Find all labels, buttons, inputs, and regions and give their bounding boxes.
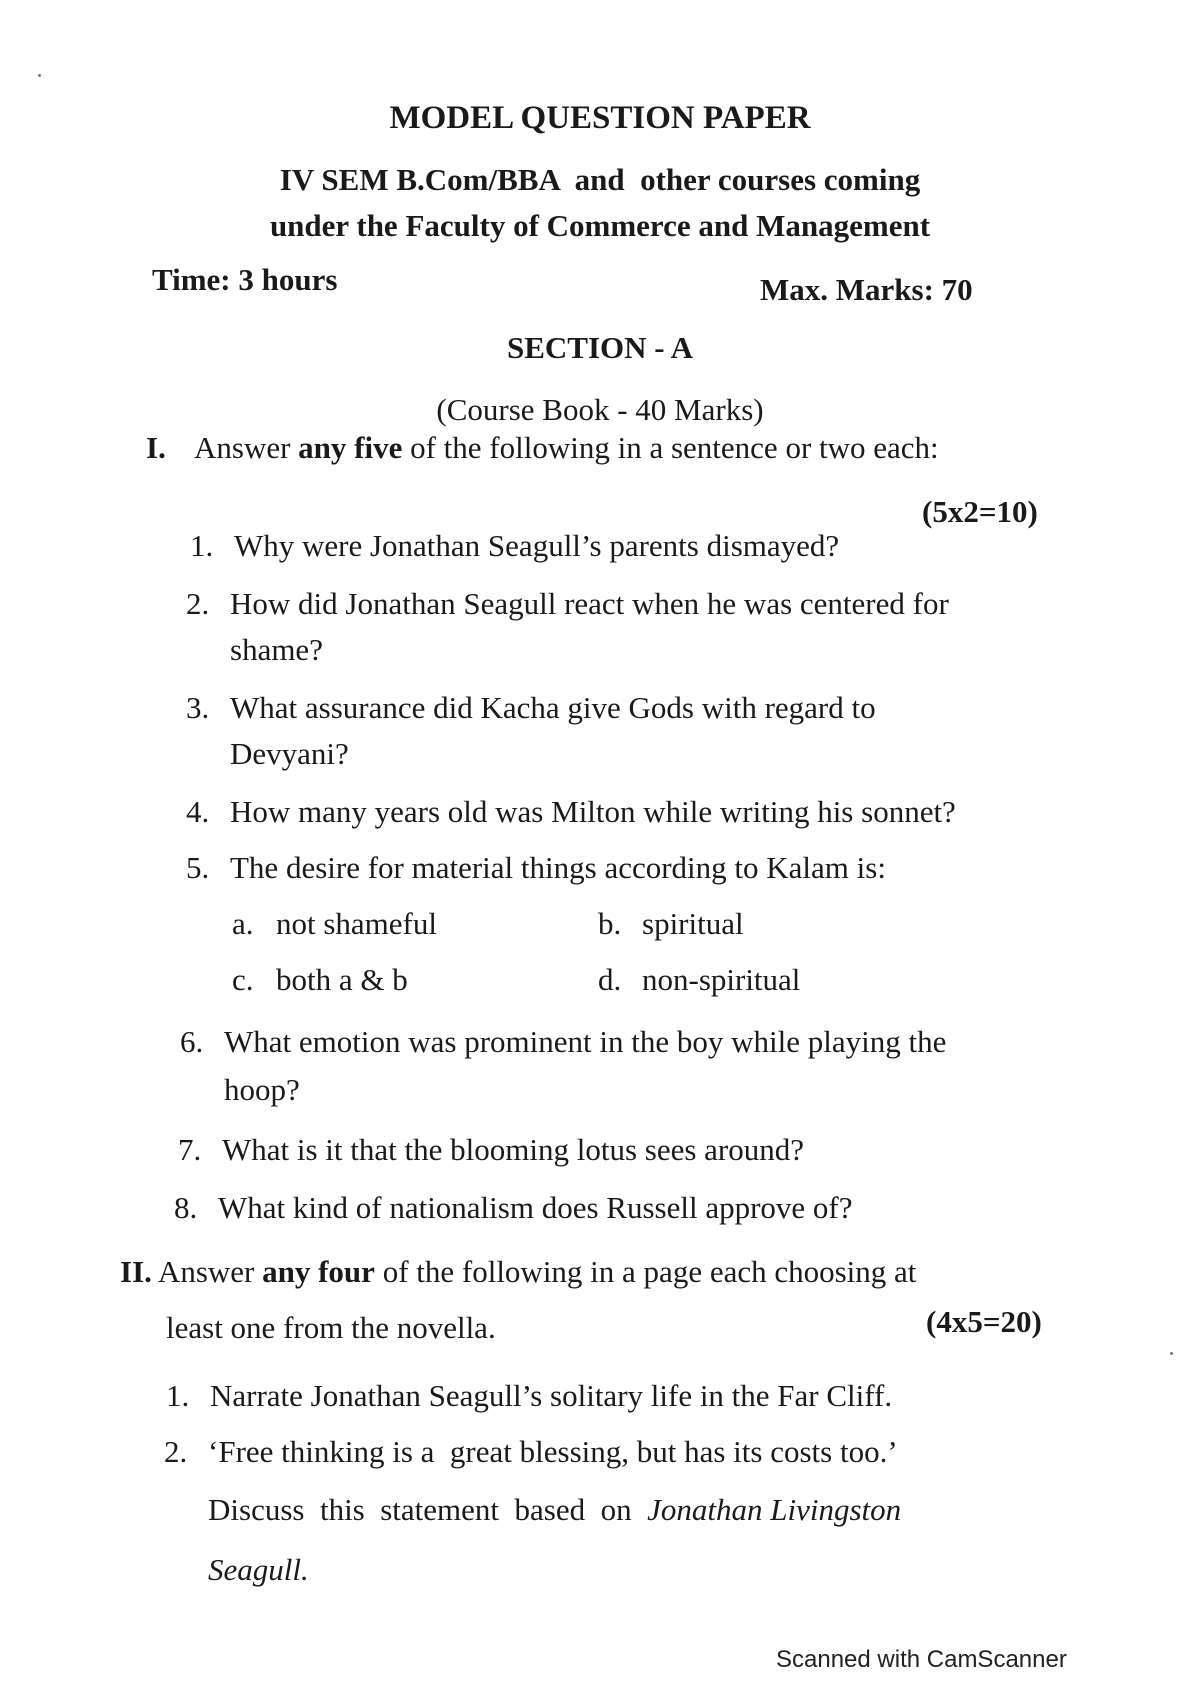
option-a — [232, 906, 437, 942]
part1-allocation: (5x2=10) — [922, 494, 1038, 529]
scan-speck — [38, 74, 41, 77]
time-duration: Time: 3 hours — [152, 262, 338, 297]
question-text: Why were Jonathan Seagull’s parents dismayed? — [234, 528, 840, 563]
question-number: 8. — [174, 1190, 198, 1225]
part1-instruction — [146, 430, 939, 466]
question-number: 2. — [186, 586, 210, 621]
paper-subtitle-line2: under the Faculty of Commerce and Management — [269, 208, 931, 243]
part1-instruction-pre: Answer — [194, 430, 299, 465]
part2-allocation: (4x5=20) — [926, 1304, 1042, 1339]
option-text: non-spiritual — [642, 962, 801, 997]
part1-instruction-post: of the following in a sentence or two each: — [402, 430, 939, 465]
paper-subtitle-line1: IV SEM B.Com/BBA and other courses coming — [279, 162, 921, 197]
scanner-watermark: Scanned with CamScanner — [776, 1646, 1067, 1673]
option-d — [598, 962, 800, 998]
question-number: 4. — [186, 794, 210, 829]
part1-instruction-bold: any five — [298, 430, 403, 465]
question-number: 1. — [190, 528, 214, 563]
option-letter: d. — [598, 962, 622, 997]
option-text: spiritual — [642, 906, 744, 941]
question-number: 7. — [178, 1132, 202, 1167]
question-text-line1: What emotion was prominent in the boy while playing the — [224, 1024, 947, 1059]
part2-instruction-pre: Answer — [151, 1254, 263, 1289]
question-text-line2: Devyani? — [230, 736, 349, 771]
question-number: 2. — [164, 1434, 188, 1469]
question-text: How many years old was Milton while writing his sonnet? — [230, 794, 956, 829]
question-text-line2-roman: Discuss this statement based on — [208, 1492, 648, 1527]
question-text-line1: How did Jonathan Seagull react when he was centered for — [230, 586, 949, 621]
question-text: What is it that the blooming lotus sees around? — [222, 1132, 805, 1167]
paper-title: MODEL QUESTION PAPER — [389, 100, 811, 136]
option-text: not shameful — [276, 906, 437, 941]
question-text-line2: hoop? — [224, 1072, 300, 1107]
option-b — [598, 906, 744, 942]
question-text-line2: shame? — [230, 632, 323, 667]
part1-roman: I. — [146, 430, 166, 465]
question-number: 6. — [180, 1024, 204, 1059]
question-text: What kind of nationalism does Russell approve of? — [218, 1190, 853, 1225]
scan-speck — [1170, 1352, 1173, 1355]
option-letter: c. — [232, 962, 254, 997]
question-number: 1. — [166, 1378, 190, 1413]
max-marks: Max. Marks: 70 — [760, 272, 973, 307]
section-heading: SECTION - A — [506, 330, 694, 365]
question-text: The desire for material things according to Kalam is: — [230, 850, 886, 885]
question-number: 3. — [186, 690, 210, 725]
question-text-line2 — [208, 1486, 1048, 1534]
question-text: Narrate Jonathan Seagull’s solitary life in the Far Cliff. — [210, 1378, 893, 1413]
book-title-cont: Seagull. — [208, 1552, 309, 1587]
part2-roman: II. — [120, 1254, 152, 1289]
question-number: 5. — [186, 850, 210, 885]
part2-instruction-bold: any four — [262, 1254, 375, 1289]
question-text-line1: ‘Free thinking is a great blessing, but has its costs too.’ — [208, 1434, 898, 1469]
book-title: Jonathan Livingston — [647, 1492, 902, 1527]
option-text: both a & b — [276, 962, 408, 997]
option-c — [232, 962, 408, 998]
option-letter: a. — [232, 906, 254, 941]
course-book-marks: (Course Book - 40 Marks) — [436, 392, 764, 427]
option-letter: b. — [598, 906, 622, 941]
part2-instruction — [120, 1254, 916, 1290]
part2-instruction-line2: least one from the novella. — [166, 1310, 496, 1345]
part2-instruction-post: of the following in a page each choosing at — [374, 1254, 917, 1289]
question-text-line3 — [208, 1546, 309, 1594]
question-text-line1: What assurance did Kacha give Gods with regard to — [230, 690, 876, 725]
